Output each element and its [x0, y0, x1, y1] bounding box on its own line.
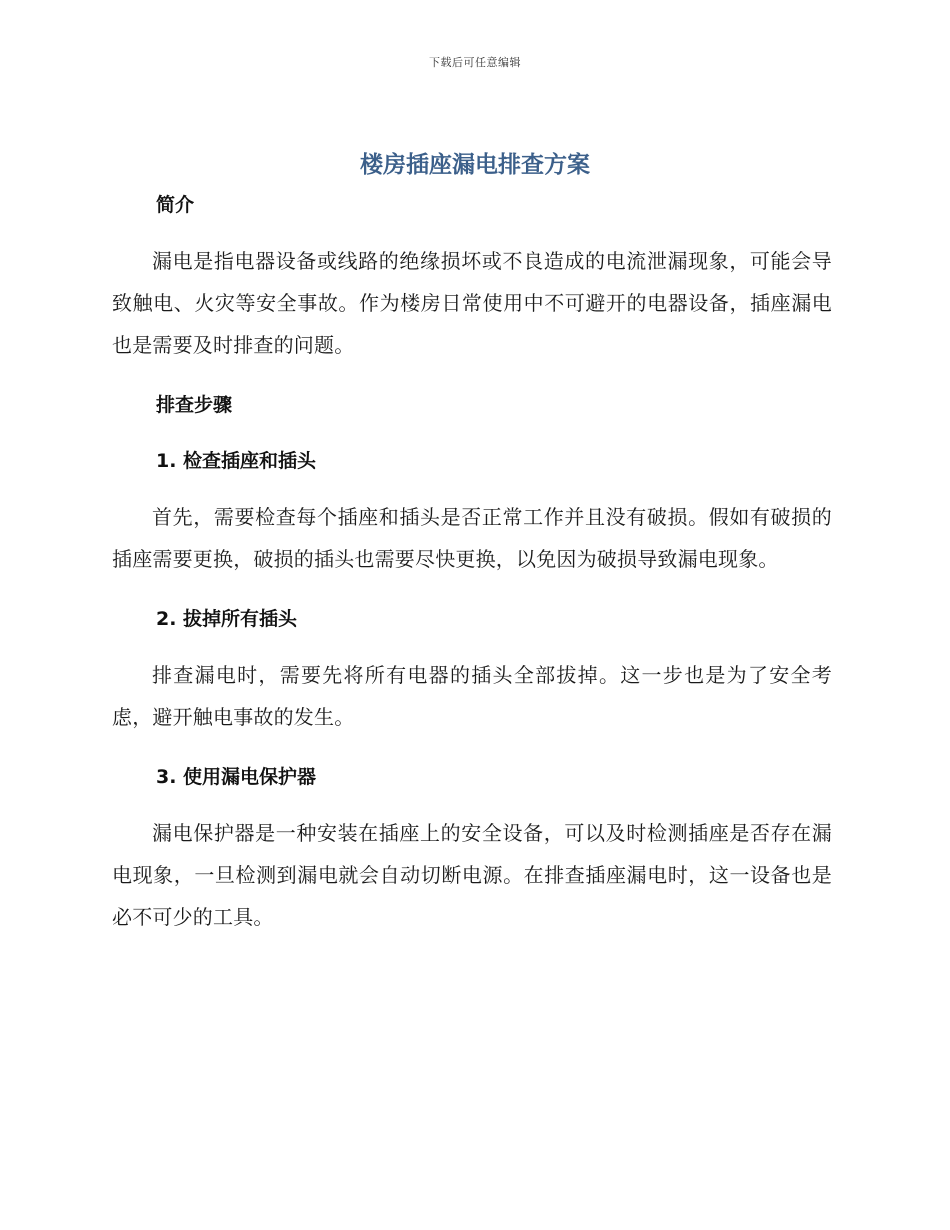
- section-paragraph-step-1: 首先，需要检查每个插座和插头是否正常工作并且没有破损。假如有破损的插座需要更换，破损的插头也需要尽快更换，以免因为破损导致漏电现象。: [112, 505, 832, 571]
- section-heading-intro: 简介: [156, 194, 195, 216]
- section-paragraph-step-2: 排查漏电时，需要先将所有电器的插头全部拔掉。这一步也是为了安全考虑，避开触电事故的发生。: [112, 663, 832, 729]
- section-paragraph-step-3: 漏电保护器是一种安装在插座上的安全设备，可以及时检测插座是否存在漏电现象，一旦检测到漏电就会自动切断电源。在排查插座漏电时，这一设备也是必不可少的工具。: [112, 821, 832, 929]
- document-body: [112, 188, 832, 938]
- section-paragraph-intro: 漏电是指电器设备或线路的绝缘损坏或不良造成的电流泄漏现象，可能会导致触电、火灾等安全事故。作为楼房日常使用中不可避开的电器设备，插座漏电也是需要及时排查的问题。: [112, 249, 832, 357]
- section-heading-step-1: 1. 检查插座和插头: [156, 450, 317, 472]
- section-heading-step-2: 2. 拔掉所有插头: [156, 608, 298, 630]
- document-title: 楼房插座漏电排查方案: [360, 152, 590, 178]
- page-header: 下载后可任意编辑: [429, 56, 521, 69]
- section-heading-step-3: 3. 使用漏电保护器: [156, 766, 317, 788]
- section-heading-steps: 排查步骤: [156, 394, 233, 416]
